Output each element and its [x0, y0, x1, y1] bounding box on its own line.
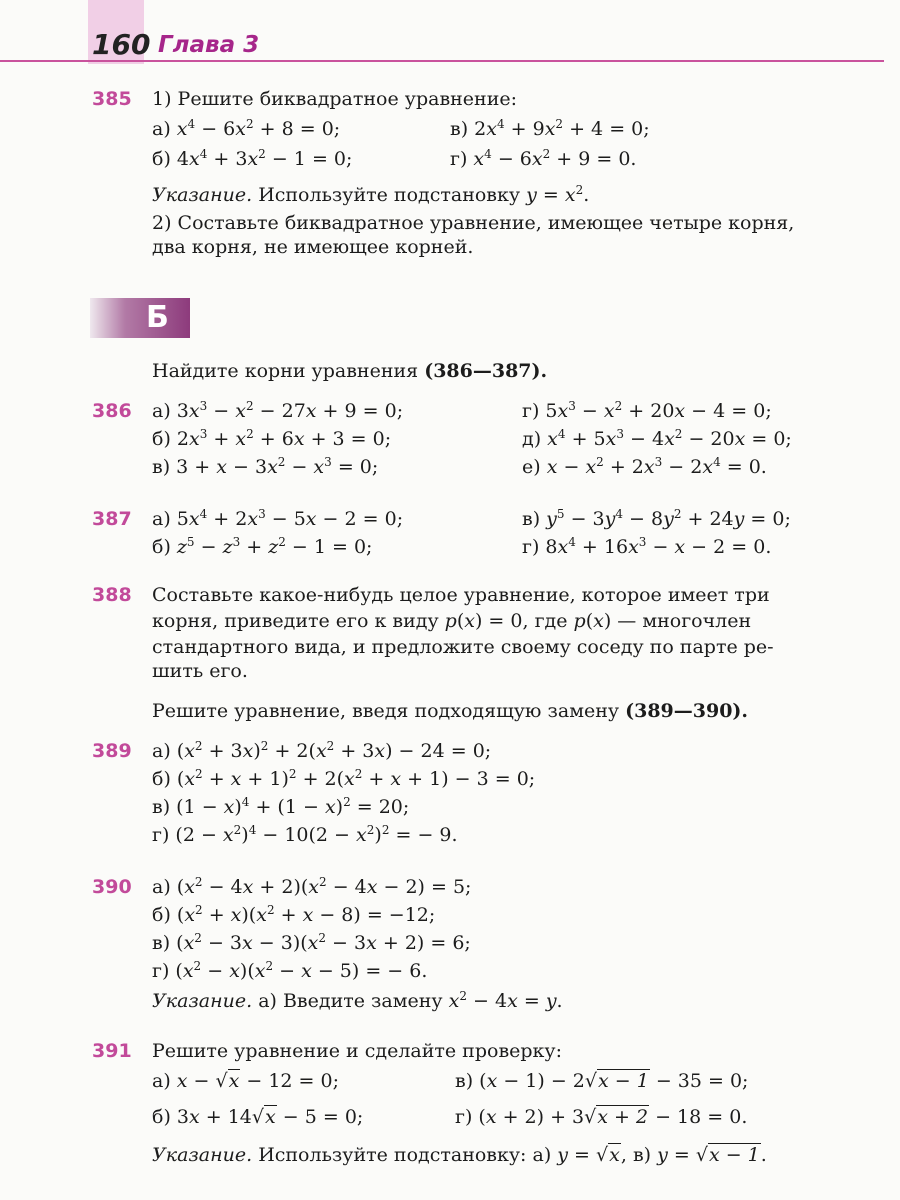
eq-390-b: б) $(x^2 + x)(x^2 + x - 8) = -12$;	[152, 903, 436, 926]
problem-number-389: 389	[92, 740, 132, 762]
section-badge	[90, 298, 190, 338]
problem-number-388: 388	[92, 584, 132, 606]
intro-389-390: Решите уравнение, введя подходящую замену (389—390).	[152, 700, 749, 722]
eq-390-g: г) $(x^2 - x)(x^2 - x - 5)$ = − 6.	[152, 959, 428, 982]
eq-386-a: а) $3x^3 - x^2 - 27x + 9 = 0$;	[152, 399, 404, 422]
problem-number-385: 385	[92, 88, 132, 110]
eq-390-v: в) $(x^2 - 3x - 3)(x^2 - 3x + 2) = 6$;	[152, 931, 471, 954]
eq-390-a: а) $(x^2 - 4x + 2)(x^2 - 4x - 2) = 5$;	[152, 875, 472, 898]
problem-number-390: 390	[92, 876, 132, 898]
eq-385-v: в) $2x^4 + 9x^2 + 4 = 0$;	[450, 117, 650, 140]
hint-391: Указание. Используйте подстановку: а) y = √x, в) y = √x − 1.	[152, 1144, 767, 1166]
eq-387-a: а) $5x^4 + 2x^3 - 5x - 2 = 0$;	[152, 507, 404, 530]
eq-389-v: в) $(1 - x)^4 + (1 - x)^2 = 20$;	[152, 795, 410, 818]
section-label: Б	[146, 300, 169, 335]
problem-388-line3: стандартного вида, и предложите своему соседу по парте ре-	[152, 636, 774, 658]
problem-385-part2-line2: два корня, не имеющее корней.	[152, 236, 474, 258]
hint-390: Указание. а) Введите замену $x^2 - 4x = y$.	[152, 989, 563, 1012]
hint-385: Указание. Используйте подстановку $y = x^2$.	[152, 183, 590, 206]
problem-388-line4: шить его.	[152, 660, 248, 682]
eq-386-b: б) $2x^3 + x^2 + 6x + 3 = 0$;	[152, 427, 392, 450]
eq-391-a: а) x − √x − 12 = 0;	[152, 1070, 340, 1092]
eq-389-b: б) $(x^2 + x + 1)^2 + 2(x^2 + x + 1) - 3 = 0$;	[152, 767, 536, 790]
problem-385-intro: 1) Решите биквадратное уравнение:	[152, 88, 518, 110]
page-number: 160	[92, 28, 151, 61]
eq-385-b: б) $4x^4 + 3x^2 - 1 = 0$;	[152, 147, 353, 170]
eq-386-v: в) $3 + x - 3x^2 - x^3 = 0$;	[152, 455, 379, 478]
eq-385-g: г) $x^4 - 6x^2 + 9 = 0$.	[450, 147, 637, 170]
eq-391-b: б) 3x + 14√x − 5 = 0;	[152, 1106, 364, 1128]
eq-391-v: в) (x − 1) − 2√x − 1 − 35 = 0;	[455, 1070, 749, 1092]
problem-391-intro: Решите уравнение и сделайте проверку:	[152, 1040, 563, 1062]
eq-386-d: д) $x^4 + 5x^3 - 4x^2 - 20x = 0$;	[522, 427, 792, 450]
eq-385-a: а) $x^4 - 6x^2 + 8 = 0$;	[152, 117, 341, 140]
eq-386-e: е) $x - x^2 + 2x^3 - 2x^4 = 0$.	[522, 455, 767, 478]
eq-387-g: г) $8x^4 + 16x^3 - x - 2 = 0$.	[522, 535, 772, 558]
eq-386-g: г) $5x^3 - x^2 + 20x - 4 = 0$;	[522, 399, 772, 422]
eq-389-g: г) $(2 - x^2)^4 - 10(2 - x^2)^2$ = − 9.	[152, 823, 458, 846]
problem-388-line1: Составьте какое-нибудь целое уравнение, которое имеет три	[152, 584, 770, 606]
chapter-title: Глава 3	[158, 32, 260, 58]
eq-387-v: в) $y^5 - 3y^4 - 8y^2 + 24y = 0$;	[522, 507, 791, 530]
eq-389-a: а) $(x^2 + 3x)^2 + 2(x^2 + 3x) - 24 = 0$;	[152, 739, 492, 762]
intro-386-387: Найдите корни уравнения (386—387).	[152, 360, 548, 382]
eq-387-b: б) $z^5 - z^3 + z^2 - 1 = 0$;	[152, 535, 373, 558]
problem-number-387: 387	[92, 508, 132, 530]
problem-388-line2: корня, приведите его к виду p(x) = 0, где p(x) — многочлен	[152, 610, 752, 632]
section-badge-background	[90, 298, 190, 338]
problem-385-part2-line1: 2) Составьте биквадратное уравнение, имеющее четыре корня,	[152, 212, 795, 234]
eq-391-g: г) (x + 2) + 3√x + 2 − 18 = 0.	[455, 1106, 748, 1128]
problem-number-391: 391	[92, 1040, 132, 1062]
problem-number-386: 386	[92, 400, 132, 422]
